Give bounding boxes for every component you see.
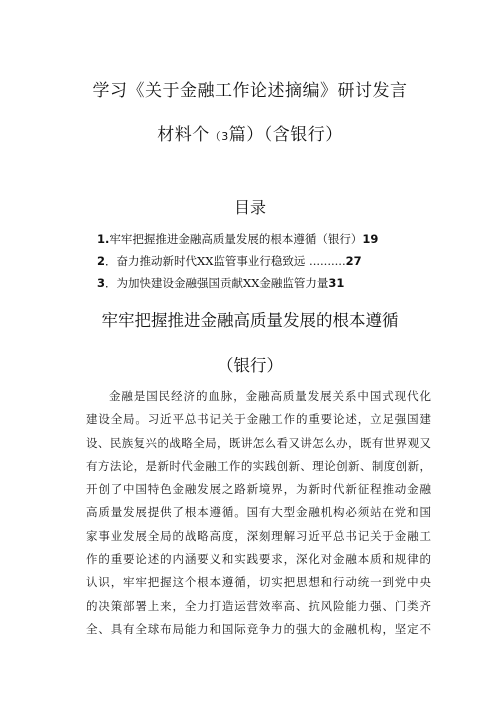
section-title: 牢牢把握推进金融高质量发展的根本遵循 [101,311,399,330]
toc-item-page: 31 [328,276,345,290]
body-line: 家事业发展全局的战略高度，深刻理解习近平总书记关于金融工 [86,528,431,543]
body-line: 的决策部署上来，全力打造运营效率高、抗风险能力强、门类齐 [86,598,431,613]
body-line: 作的重要论述的内涵要义和实践要求，深化对金融本质和规律的 [86,552,431,567]
toc-item-text: ．奋力推动新时代XX监管事业行稳致远 .......... [105,254,346,268]
body-line: 有方法论，是新时代金融工作的实践创新、理论创新、制度创新， [86,458,431,473]
body-line: 建设全局。习近平总书记关于金融工作的重要论述，立足强国建 [86,412,431,427]
toc-item-text: 牢牢把握推进金融高质量发展的根本遵循（银行） [109,232,363,246]
toc-heading: 目录 [233,198,266,217]
toc-item-page: 27 [345,254,362,268]
toc-item[interactable] [97,253,427,269]
body-line: 设、民族复兴的战略全局，既讲怎么看又讲怎么办，既有世界观又 [86,435,431,450]
toc-item-number: 2 [97,254,106,268]
title-line2-part-a: 材料个 [157,125,210,145]
toc-item-number: 1. [97,232,110,246]
toc-item-page: 19 [362,232,379,246]
body-line: 全、具有全球布局能力和国际竞争力的强大的金融机构，坚定不 [86,621,431,636]
document-title-line1: 学习《关于金融工作论述摘编》研讨发言 [92,81,408,101]
document-title-line2 [0,120,500,145]
body-line: 开创了中国特色金融发展之路新境界，为新时代新征程推动金融 [86,482,431,497]
toc-item-text: ．为加快建设金融强国贡献XX金融监管力量 [105,276,329,290]
toc-item[interactable] [97,231,427,247]
title-line2-part-b: 篇）（含银行） [228,125,343,145]
body-line: 高质量发展提供了根本遵循。国有大型金融机构必须站在党和国 [86,505,431,520]
section-subtitle: （银行） [217,356,283,375]
toc-item-number: 3 [97,276,106,290]
toc-item[interactable] [97,275,427,291]
title-line2-small: （3 [209,130,229,143]
body-line: 金融是国民经济的血脉，金融高质量发展关系中国式现代化 [109,389,431,403]
body-line: 认识，牢牢把握这个根本遵循，切实把思想和行动统一到党中央 [86,575,431,590]
body-paragraph [86,385,431,641]
